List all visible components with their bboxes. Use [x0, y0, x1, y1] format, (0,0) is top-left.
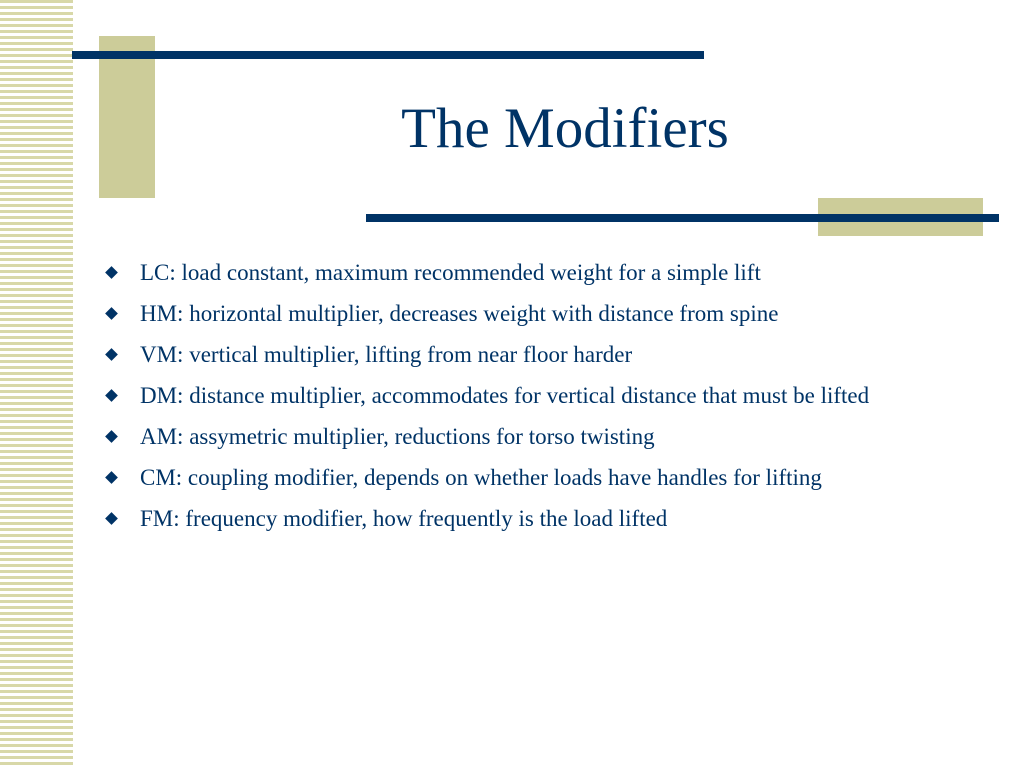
- bullet-text: HM: horizontal multiplier, decreases weight with distance from spine: [140, 301, 779, 326]
- bullet-item: [100, 461, 950, 494]
- bullet-item: [100, 420, 950, 453]
- diamond-bullet-icon: [105, 389, 118, 402]
- bullet-text: LC: load constant, maximum recommended weight for a simple lift: [140, 260, 761, 285]
- bullet-item: [100, 502, 950, 535]
- diamond-bullet-icon: [105, 348, 118, 361]
- bullet-item: [100, 379, 950, 412]
- decorative-stripes: [0, 0, 73, 768]
- bullet-item: [100, 338, 950, 371]
- bullet-text: DM: distance multiplier, accommodates for vertical distance that must be lifted: [140, 383, 870, 408]
- decorative-block-top: [99, 36, 155, 198]
- decorative-line-top: [72, 51, 704, 59]
- decorative-line-bottom: [366, 214, 999, 222]
- bullet-text: FM: frequency modifier, how frequently is the load lifted: [140, 506, 668, 531]
- bullet-item: [100, 256, 950, 289]
- diamond-bullet-icon: [105, 266, 118, 279]
- diamond-bullet-icon: [105, 307, 118, 320]
- diamond-bullet-icon: [105, 471, 118, 484]
- bullet-list: [100, 256, 950, 543]
- bullet-text: CM: coupling modifier, depends on whether loads have handles for lifting: [140, 465, 822, 490]
- slide-title: The Modifiers: [401, 97, 729, 160]
- bullet-text: VM: vertical multiplier, lifting from near floor harder: [140, 342, 633, 367]
- bullet-text: AM: assymetric multiplier, reductions for torso twisting: [140, 424, 655, 449]
- diamond-bullet-icon: [105, 512, 118, 525]
- diamond-bullet-icon: [105, 430, 118, 443]
- bullet-item: [100, 297, 950, 330]
